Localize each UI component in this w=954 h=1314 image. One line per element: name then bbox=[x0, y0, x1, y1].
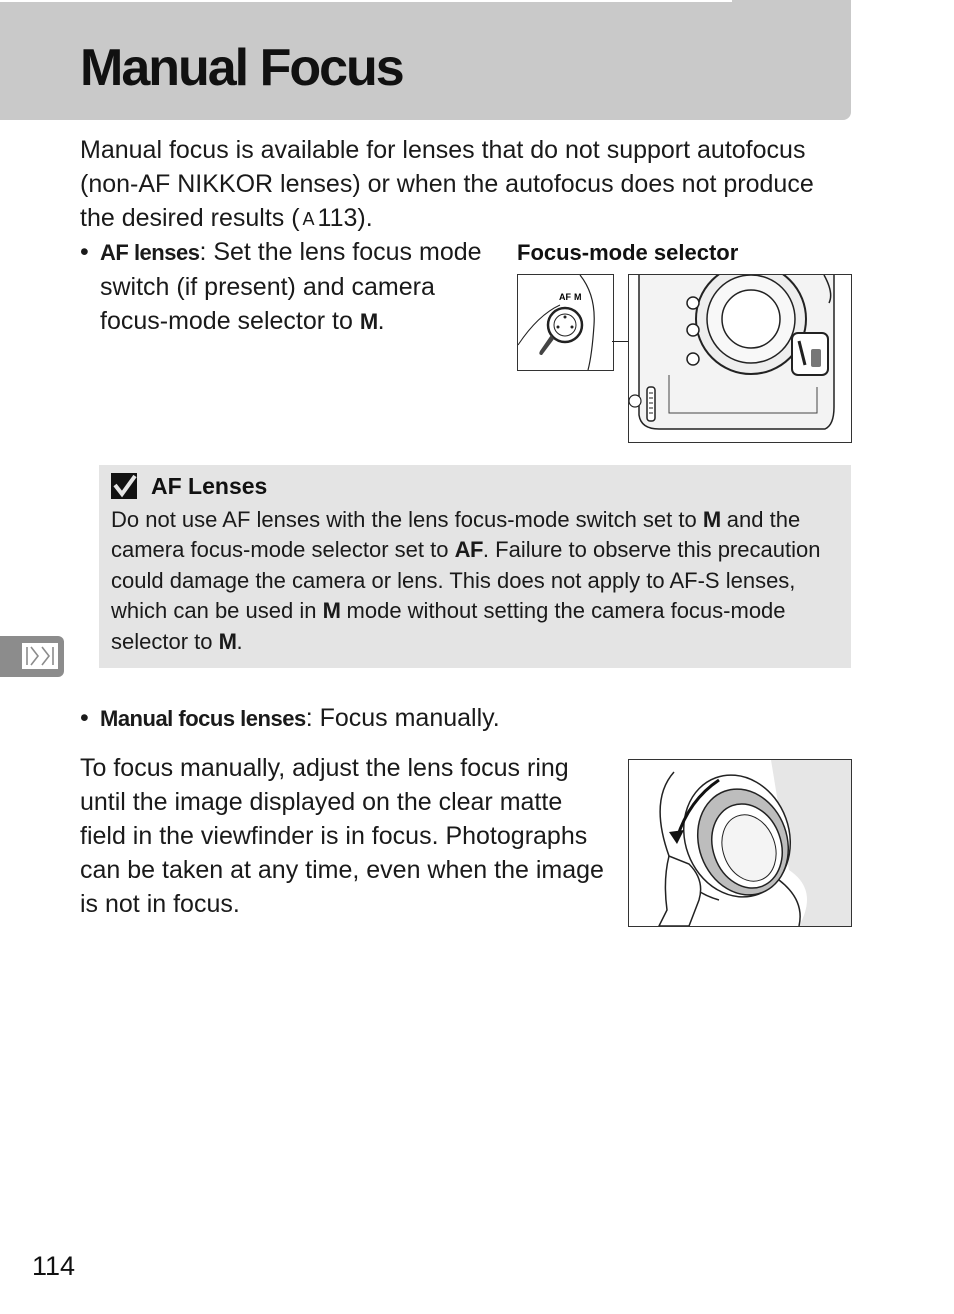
bullet-marker: • bbox=[80, 238, 89, 266]
intro-ref-page[interactable]: 113 bbox=[317, 204, 358, 232]
lens-hand-illustration bbox=[629, 760, 851, 926]
book-reference-icon: Α bbox=[299, 209, 318, 229]
caution-body bbox=[111, 505, 843, 657]
bullet-marker: • bbox=[80, 704, 89, 732]
bullet-af-lenses-text bbox=[100, 235, 490, 339]
title-band-top-rule bbox=[0, 0, 732, 2]
dial-label-af: AF bbox=[559, 292, 571, 302]
bullet-af-lenses-mode: M bbox=[359, 309, 378, 334]
focus-mode-selector-caption: Focus-mode selector bbox=[517, 240, 739, 265]
caution-title: AF Lenses bbox=[151, 473, 268, 499]
shooting-menu-icon bbox=[22, 643, 58, 669]
chapter-side-tab[interactable] bbox=[0, 636, 64, 677]
caution-text-5: . bbox=[236, 628, 243, 654]
page-number: 114 bbox=[32, 1251, 76, 1281]
bullet-af-lenses-label: AF lenses bbox=[100, 240, 200, 265]
bullet-manual-lenses-body: : Focus manually. bbox=[305, 704, 500, 732]
caution-text-1: Do not use AF lenses with the lens focus-mode switch set to bbox=[111, 507, 703, 532]
bullet-manual-lenses-text bbox=[100, 701, 500, 736]
camera-front-illustration bbox=[628, 274, 852, 443]
manual-focus-paragraph: To focus manually, adjust the lens focus ring until the image displayed on the clear matte field in the viewfinder is in focus. Photographs can be taken at any time, even when the image is not in focus. bbox=[80, 754, 604, 918]
caution-text-4: mode without setting the camera focus-mode selector to bbox=[111, 598, 786, 654]
caution-box bbox=[99, 465, 851, 668]
title-band bbox=[0, 0, 851, 120]
camera-body-illustration bbox=[629, 275, 851, 442]
caution-text-2: and the camera focus-mode selector set to bbox=[111, 507, 801, 563]
intro-text-end: ). bbox=[357, 204, 373, 232]
bullet-af-lenses-end: . bbox=[377, 307, 385, 335]
caution-mode-m-3: M bbox=[218, 628, 237, 654]
bullet-af-lenses-body: : Set the lens focus mode switch (if present) and camera focus-mode selector to bbox=[100, 238, 482, 335]
dial-label-m: M bbox=[574, 292, 582, 302]
intro-paragraph bbox=[80, 133, 850, 236]
focus-mode-dial-illustration bbox=[518, 275, 613, 370]
checkmark-caution-icon bbox=[111, 473, 137, 499]
intro-text: Manual focus is available for lenses that do not support autofocus (non-AF NIKKOR lenses) or when the autofocus does not produce the desired results ( bbox=[80, 136, 814, 232]
page-title: Manual Focus bbox=[80, 39, 403, 97]
focus-mode-selector-closeup bbox=[517, 274, 614, 371]
caution-text-3: . Failure to observe this precaution could damage the camera or lens. This does not apply to AF-S lenses, which can be used in bbox=[111, 537, 821, 624]
caution-mode-m-1: M bbox=[702, 507, 721, 532]
caution-mode-af: AF bbox=[454, 537, 483, 563]
lens-focus-ring-illustration bbox=[628, 759, 852, 927]
bullet-manual-lenses-label: Manual focus lenses bbox=[100, 706, 306, 731]
caution-mode-m-2: M bbox=[322, 598, 341, 624]
